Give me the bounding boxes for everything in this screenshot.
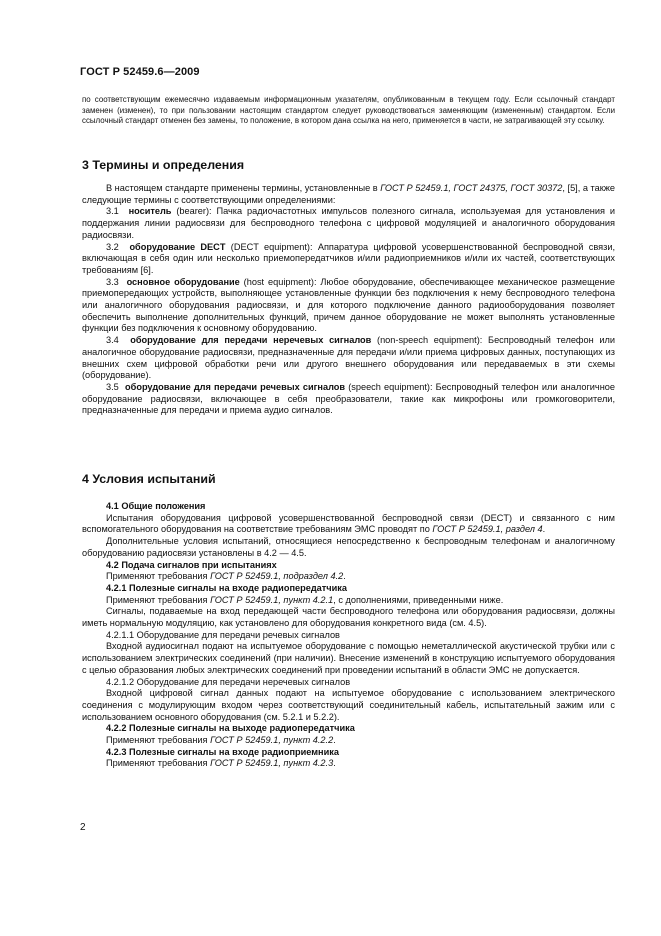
- subsection-4-2-3-p: [82, 758, 615, 770]
- term-number: 3.5: [106, 381, 119, 392]
- subsection-4-2-1-1-title: 4.2.1.1 Оборудование для передачи речевых сигналов: [106, 629, 340, 640]
- reference: ГОСТ Р 52459.1, пункт 4.2.1: [210, 594, 334, 605]
- text-b: .: [333, 758, 336, 769]
- intro-reference: ГОСТ Р 52459.1, ГОСТ 24375, ГОСТ 30372: [380, 183, 563, 193]
- subsection-4-1-p2: Дополнительные условия испытаний, относящиеся непосредственно к беспроводным телефонам и аналогичному оборудованию радиосвязи установлены в 4.2 — 4.5.: [82, 536, 615, 558]
- term-english: (host equipment):: [239, 276, 321, 287]
- text-b: .: [333, 735, 336, 746]
- term-definition: Пачка радиочастотных импульсов полезного сигнала, используемая для установления и поддержания линии радиосвязи для беспроводного телефона с цифровой модуляцией и аналогичного оборудования радиосвязи.: [82, 206, 616, 240]
- term-name: оборудование DECT: [129, 241, 226, 252]
- subsection-4-2-1-p1: [82, 595, 615, 607]
- subsection-4-2-2-p: [82, 735, 615, 747]
- section-3-intro: [82, 183, 615, 206]
- document-header: ГОСТ Р 52459.6—2009: [80, 66, 200, 78]
- section-4: [82, 472, 615, 770]
- text-b: .: [542, 524, 546, 535]
- term-definition: Беспроводный телефон или аналогичное оборудование радиосвязи, предназначенные для передачи и/или приема цифровых данных, поступающих из внешних схем цифровой обработки речи или другого внешнего оборудования или передаваемых в эти схемы (оборудование).: [82, 335, 616, 381]
- term-number: 3.1: [106, 206, 119, 217]
- intro-paragraph: по соответствующим ежемесячно издаваемым информационным указателям, опубликованным в текущем году. Если ссылочный стандарт заменен (изменен), то при пользовании настоящим стандартом следует руководствоваться заменяющим (измененным) стандартом. Если ссылочный стандарт отменен без замены, то положение, в котором дана ссылка на него, применяется в части, не затрагивающей эту ссылку.: [82, 95, 615, 126]
- section-3: [82, 158, 615, 417]
- page-number: 2: [80, 822, 86, 833]
- text-a: Применяют требования: [106, 735, 211, 746]
- subsection-4-2-1-1-p: Входной аудиосигнал подают на испытуемое оборудование с помощью неметаллической акустической трубки или с использованием электрических соединений (при наличии). Внесение изменений в конструкцию испытуемого оборудования с целью образования любых электрических соединений при проведении испытаний в области ЭМС не допускается.: [82, 641, 615, 675]
- subsection-4-2-1-p2: Сигналы, подаваемые на вход передающей части беспроводного телефона или оборудования радиосвязи, должны иметь нормальную модуляцию, как установлено для оборудования конкретного вида (см. 4.5).: [82, 606, 615, 629]
- term-english: (speech equipment):: [345, 381, 436, 392]
- term-number: 3.3: [106, 276, 119, 287]
- term-number: 3.4: [106, 335, 119, 346]
- term-name: оборудование для передачи речевых сигналов: [125, 381, 346, 392]
- term-english: (non-speech equipment):: [371, 335, 489, 346]
- subsection-4-1-title: 4.1 Общие положения: [106, 501, 206, 511]
- term-3-2: [82, 242, 615, 277]
- subsection-4-1-p1: [82, 513, 615, 536]
- term-definition: Аппаратура цифровой усовершенствованной беспроводной связи, включающая в себя один или несколько приемопередатчиков и/или радиоприемников и/или их частей, соответствующих требованиям [6].: [82, 241, 616, 275]
- reference: ГОСТ Р 52459.1, пункт 4.2.3: [210, 758, 334, 769]
- term-name: носитель: [128, 206, 172, 217]
- subsection-4-2-3-title: 4.2.3 Полезные сигналы на входе радиоприемника: [106, 746, 339, 757]
- subsection-4-2-1-title: 4.2.1 Полезные сигналы на входе радиопередатчика: [106, 582, 347, 593]
- reference: ГОСТ Р 52459.1, раздел 4: [432, 524, 543, 535]
- section-3-title: 3 Термины и определения: [82, 158, 245, 172]
- intro-text-a: В настоящем стандарте применены термины, установленные в: [106, 183, 381, 193]
- term-definition: Беспроводный телефон или аналогичное оборудование радиосвязи, включающее в себя преобразователи, такие как микрофоны или громкоговорители, предназначенные для передачи и приема аудио сигналов.: [82, 381, 616, 416]
- term-name: основное оборудование: [126, 276, 240, 287]
- text-a: Применяют требования: [106, 571, 211, 582]
- reference: ГОСТ Р 52459.1, пункт 4.2.2: [210, 735, 334, 746]
- text-b: .: [343, 571, 346, 582]
- term-english: (bearer):: [171, 206, 217, 217]
- subsection-4-2-2-title: 4.2.2 Полезные сигналы на выходе радиопередатчика: [106, 723, 355, 734]
- subsection-4-2-1-2-title: 4.2.1.2 Оборудование для передачи неречевых сигналов: [106, 676, 351, 687]
- intro-block: [82, 95, 615, 127]
- term-english: (DECT equipment):: [225, 241, 318, 252]
- section-4-title: 4 Условия испытаний: [82, 472, 216, 486]
- subsection-4-2-1-2-p: Входной цифровой сигнал данных подают на испытуемое оборудование с использованием электрического соединения с модулирующим входом через соответствующий соединительный кабель, испытательный зажим или с использованием основного оборудования (см. 5.2.1 и 5.2.2).: [82, 688, 615, 722]
- text-a: Применяют требования: [106, 594, 211, 605]
- term-number: 3.2: [106, 241, 119, 252]
- reference: ГОСТ Р 52459.1, подраздел 4.2: [210, 571, 344, 582]
- term-name: оборудование для передачи неречевых сигналов: [130, 335, 372, 346]
- intro-text-b: , [5], а также следующие термины с соответствующими определениями:: [82, 183, 615, 205]
- term-3-4: [82, 335, 615, 382]
- text-a: Испытания оборудования цифровой усовершенствованной беспроводной связи (DECT) и связанного с ним вспомогательного оборудования на соответствие требованиям ЭМС проводят по: [82, 512, 615, 535]
- term-3-3: [82, 277, 615, 336]
- text-b: , с дополнениями, приведенными ниже.: [333, 594, 504, 605]
- subsection-4-2-title: 4.2 Подача сигналов при испытаниях: [106, 559, 277, 570]
- term-3-1: [82, 206, 615, 241]
- text-a: Применяют требования: [106, 758, 211, 769]
- term-3-5: [82, 382, 615, 417]
- subsection-4-2-p: [82, 571, 615, 583]
- term-definition: Любое оборудование, обеспечивающее механическое размещение приемопередающих устройств, выполняющее установленные функции без подключения к нему беспроводного телефона или аналогичного оборудования радиосвязи, и для которого подключение данного радиооборудования позволяет обеспечить выполнение дополнительных функций, причем данное оборудование не может выполнять установленные функции без подключения к основному оборудованию.: [82, 276, 615, 334]
